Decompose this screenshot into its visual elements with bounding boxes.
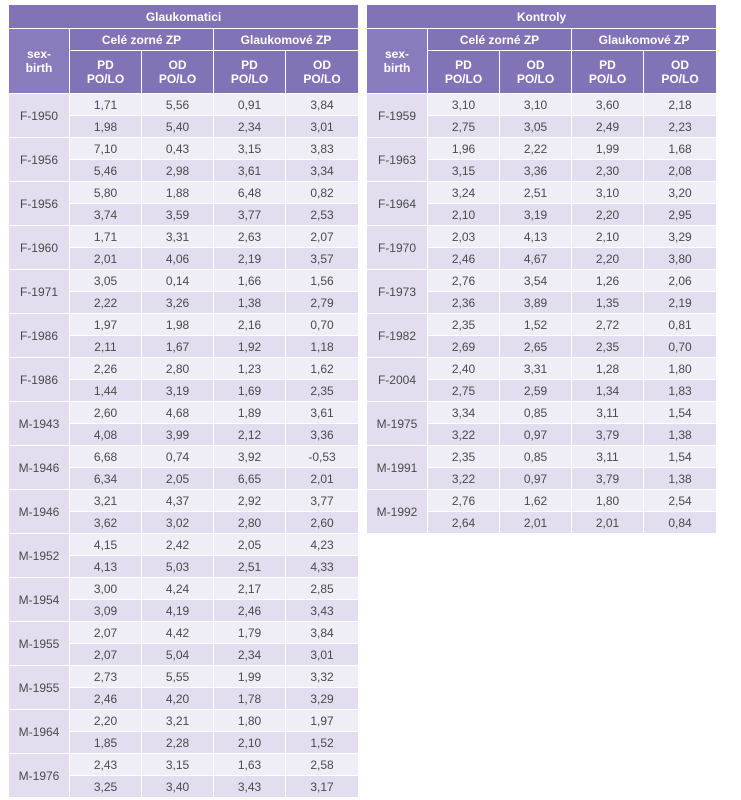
value-cell: 2,01 [70, 248, 142, 270]
value-cell: 2,46 [214, 600, 286, 622]
subject-label: F-1964 [367, 182, 428, 226]
value-cell: 2,05 [142, 468, 214, 490]
value-cell: 2,28 [142, 732, 214, 754]
value-cell: 2,40 [428, 358, 500, 380]
value-cell: 1,97 [70, 314, 142, 336]
subject-label: F-2004 [367, 358, 428, 402]
table-row [367, 490, 716, 512]
controls-table [367, 5, 716, 534]
value-cell: 3,10 [428, 94, 500, 116]
value-cell: 1,34 [572, 380, 644, 402]
table-row [367, 226, 716, 248]
value-cell: 3,79 [572, 468, 644, 490]
value-cell: 0,91 [214, 94, 286, 116]
value-cell: 3,15 [428, 160, 500, 182]
value-cell: 2,34 [214, 116, 286, 138]
value-cell: 1,71 [70, 94, 142, 116]
value-cell: 1,99 [572, 138, 644, 160]
subject-label: M-1943 [9, 402, 70, 446]
table-row [367, 402, 716, 424]
value-cell: 6,65 [214, 468, 286, 490]
value-cell: 3,01 [286, 644, 358, 666]
value-cell: 6,68 [70, 446, 142, 468]
value-cell: 2,51 [214, 556, 286, 578]
subject-label: M-1954 [9, 578, 70, 622]
value-cell: 1,62 [286, 358, 358, 380]
value-cell: 1,88 [142, 182, 214, 204]
table-row [9, 490, 358, 512]
value-cell: 0,97 [500, 468, 572, 490]
group-header-glaucoma-field: Glaukomové ZP [572, 29, 716, 51]
subject-label: M-1946 [9, 446, 70, 490]
value-cell: 3,10 [572, 182, 644, 204]
value-cell: 1,38 [644, 468, 716, 490]
subcolumn-header: OD PO/LO [286, 51, 358, 94]
value-cell: 2,75 [428, 380, 500, 402]
subcolumn-header: OD PO/LO [500, 51, 572, 94]
value-cell: 2,54 [644, 490, 716, 512]
group-header-whole-field: Celé zorné ZP [428, 29, 572, 51]
value-cell: 0,84 [644, 512, 716, 534]
value-cell: 2,20 [70, 710, 142, 732]
value-cell: 2,08 [644, 160, 716, 182]
value-cell: 4,13 [70, 556, 142, 578]
value-cell: 3,02 [142, 512, 214, 534]
group-header-whole-field: Celé zorné ZP [70, 29, 214, 51]
value-cell: 1,56 [286, 270, 358, 292]
value-cell: 1,96 [428, 138, 500, 160]
value-cell: 1,78 [214, 688, 286, 710]
value-cell: 2,60 [70, 402, 142, 424]
subject-label: F-1970 [367, 226, 428, 270]
value-cell: 3,36 [286, 424, 358, 446]
value-cell: 4,23 [286, 534, 358, 556]
value-cell: 3,05 [500, 116, 572, 138]
subject-label: F-1956 [9, 138, 70, 182]
value-cell: 3,80 [644, 248, 716, 270]
value-cell: 0,82 [286, 182, 358, 204]
value-cell: 1,23 [214, 358, 286, 380]
value-cell: 4,37 [142, 490, 214, 512]
value-cell: 2,01 [572, 512, 644, 534]
value-cell: 3,21 [70, 490, 142, 512]
value-cell: 2,42 [142, 534, 214, 556]
value-cell: 2,01 [500, 512, 572, 534]
value-cell: 2,80 [142, 358, 214, 380]
value-cell: 3,61 [286, 402, 358, 424]
subject-label: M-1946 [9, 490, 70, 534]
subject-label: F-1986 [9, 314, 70, 358]
value-cell: 3,83 [286, 138, 358, 160]
value-cell: 1,52 [286, 732, 358, 754]
value-cell: 3,17 [286, 776, 358, 798]
value-cell: 3,61 [214, 160, 286, 182]
value-cell: 6,34 [70, 468, 142, 490]
subject-label: M-1976 [9, 754, 70, 798]
value-cell: 5,55 [142, 666, 214, 688]
subject-label: F-1960 [9, 226, 70, 270]
value-cell: 4,42 [142, 622, 214, 644]
table-row [9, 314, 358, 336]
value-cell: 3,01 [286, 116, 358, 138]
value-cell: 3,40 [142, 776, 214, 798]
value-cell: 2,16 [214, 314, 286, 336]
value-cell: 2,06 [644, 270, 716, 292]
value-cell: 2,76 [428, 490, 500, 512]
value-cell: 3,57 [286, 248, 358, 270]
value-cell: 3,10 [500, 94, 572, 116]
subject-label: F-1982 [367, 314, 428, 358]
value-cell: 2,22 [70, 292, 142, 314]
subject-label: M-1992 [367, 490, 428, 534]
value-cell: 0,97 [500, 424, 572, 446]
value-cell: 2,36 [428, 292, 500, 314]
value-cell: 2,80 [214, 512, 286, 534]
subcolumn-header: PD PO/LO [70, 51, 142, 94]
value-cell: 3,19 [500, 204, 572, 226]
value-cell: 2,73 [70, 666, 142, 688]
value-cell: 1,63 [214, 754, 286, 776]
value-cell: 7,10 [70, 138, 142, 160]
value-cell: 2,63 [214, 226, 286, 248]
table-row [367, 182, 716, 204]
value-cell: 3,74 [70, 204, 142, 226]
value-cell: 0,85 [500, 446, 572, 468]
value-cell: 1,52 [500, 314, 572, 336]
value-cell: 3,60 [572, 94, 644, 116]
value-cell: 1,68 [644, 138, 716, 160]
value-cell: 1,99 [214, 666, 286, 688]
value-cell: 2,58 [286, 754, 358, 776]
value-cell: 1,98 [70, 116, 142, 138]
value-cell: 0,74 [142, 446, 214, 468]
subject-label: F-1971 [9, 270, 70, 314]
value-cell: 1,85 [70, 732, 142, 754]
table-row [9, 226, 358, 248]
value-cell: 2,35 [286, 380, 358, 402]
value-cell: 4,33 [286, 556, 358, 578]
table-body [367, 94, 716, 534]
value-cell: 0,43 [142, 138, 214, 160]
value-cell: 2,07 [70, 622, 142, 644]
value-cell: 1,44 [70, 380, 142, 402]
table-body [9, 94, 358, 798]
value-cell: 1,35 [572, 292, 644, 314]
value-cell: 1,38 [644, 424, 716, 446]
subcolumn-header: PD PO/LO [214, 51, 286, 94]
value-cell: 3,79 [572, 424, 644, 446]
value-cell: 2,23 [644, 116, 716, 138]
value-cell: 0,70 [644, 336, 716, 358]
value-cell: 3,92 [214, 446, 286, 468]
value-cell: 2,59 [500, 380, 572, 402]
value-cell: 3,22 [428, 424, 500, 446]
column-header-sex-birth: sex- birth [9, 29, 70, 94]
value-cell: 3,09 [70, 600, 142, 622]
value-cell: 3,24 [428, 182, 500, 204]
value-cell: 2,43 [70, 754, 142, 776]
value-cell: 2,10 [572, 226, 644, 248]
value-cell: 1,71 [70, 226, 142, 248]
table-row [9, 446, 358, 468]
subject-label: M-1952 [9, 534, 70, 578]
value-cell: 2,18 [644, 94, 716, 116]
value-cell: 2,51 [500, 182, 572, 204]
value-cell: 2,03 [428, 226, 500, 248]
value-cell: 3,25 [70, 776, 142, 798]
value-cell: 3,43 [286, 600, 358, 622]
value-cell: 1,54 [644, 402, 716, 424]
subject-label: M-1955 [9, 622, 70, 666]
value-cell: 0,85 [500, 402, 572, 424]
table-row [367, 446, 716, 468]
value-cell: 1,38 [214, 292, 286, 314]
value-cell: 2,46 [70, 688, 142, 710]
value-cell: 5,80 [70, 182, 142, 204]
value-cell: 1,69 [214, 380, 286, 402]
value-cell: 3,20 [644, 182, 716, 204]
table-row [9, 710, 358, 732]
value-cell: 2,92 [214, 490, 286, 512]
value-cell: 3,11 [572, 402, 644, 424]
value-cell: -0,53 [286, 446, 358, 468]
value-cell: 5,03 [142, 556, 214, 578]
value-cell: 2,64 [428, 512, 500, 534]
subject-label: F-1963 [367, 138, 428, 182]
value-cell: 0,14 [142, 270, 214, 292]
value-cell: 1,80 [644, 358, 716, 380]
table-row [367, 94, 716, 116]
value-cell: 2,34 [214, 644, 286, 666]
subject-label: F-1956 [9, 182, 70, 226]
column-header-sex-birth: sex- birth [367, 29, 428, 94]
value-cell: 3,84 [286, 94, 358, 116]
table-row [9, 666, 358, 688]
value-cell: 3,84 [286, 622, 358, 644]
value-cell: 2,12 [214, 424, 286, 446]
value-cell: 4,68 [142, 402, 214, 424]
value-cell: 2,19 [214, 248, 286, 270]
value-cell: 5,04 [142, 644, 214, 666]
table-row [9, 182, 358, 204]
value-cell: 2,35 [428, 446, 500, 468]
value-cell: 0,81 [644, 314, 716, 336]
table-row [367, 358, 716, 380]
value-cell: 2,19 [644, 292, 716, 314]
value-cell: 4,20 [142, 688, 214, 710]
value-cell: 3,05 [70, 270, 142, 292]
group-header-glaucoma-field: Glaukomové ZP [214, 29, 358, 51]
value-cell: 3,77 [286, 490, 358, 512]
value-cell: 1,54 [644, 446, 716, 468]
value-cell: 2,76 [428, 270, 500, 292]
value-cell: 2,95 [644, 204, 716, 226]
table-row [9, 94, 358, 116]
value-cell: 3,36 [500, 160, 572, 182]
value-cell: 2,75 [428, 116, 500, 138]
table-row [9, 622, 358, 644]
value-cell: 3,32 [286, 666, 358, 688]
value-cell: 2,22 [500, 138, 572, 160]
value-cell: 2,01 [286, 468, 358, 490]
subject-label: M-1975 [367, 402, 428, 446]
value-cell: 2,26 [70, 358, 142, 380]
value-cell: 6,48 [214, 182, 286, 204]
value-cell: 4,19 [142, 600, 214, 622]
table-row [9, 402, 358, 424]
value-cell: 3,34 [286, 160, 358, 182]
value-cell: 3,31 [142, 226, 214, 248]
value-cell: 4,24 [142, 578, 214, 600]
value-cell: 4,13 [500, 226, 572, 248]
value-cell: 4,06 [142, 248, 214, 270]
subject-label: M-1955 [9, 666, 70, 710]
value-cell: 2,79 [286, 292, 358, 314]
value-cell: 1,92 [214, 336, 286, 358]
value-cell: 1,80 [572, 490, 644, 512]
value-cell: 2,35 [428, 314, 500, 336]
value-cell: 3,15 [142, 754, 214, 776]
value-cell: 2,07 [286, 226, 358, 248]
value-cell: 5,46 [70, 160, 142, 182]
value-cell: 2,49 [572, 116, 644, 138]
value-cell: 3,99 [142, 424, 214, 446]
subcolumn-header: PD PO/LO [572, 51, 644, 94]
value-cell: 3,19 [142, 380, 214, 402]
value-cell: 0,70 [286, 314, 358, 336]
value-cell: 3,34 [428, 402, 500, 424]
subject-label: M-1964 [9, 710, 70, 754]
subject-label: F-1950 [9, 94, 70, 138]
value-cell: 2,30 [572, 160, 644, 182]
value-cell: 1,67 [142, 336, 214, 358]
value-cell: 1,97 [286, 710, 358, 732]
value-cell: 2,46 [428, 248, 500, 270]
value-cell: 2,60 [286, 512, 358, 534]
value-cell: 3,22 [428, 468, 500, 490]
subject-label: F-1986 [9, 358, 70, 402]
value-cell: 1,98 [142, 314, 214, 336]
value-cell: 2,35 [572, 336, 644, 358]
value-cell: 2,85 [286, 578, 358, 600]
value-cell: 2,17 [214, 578, 286, 600]
value-cell: 3,31 [500, 358, 572, 380]
value-cell: 2,10 [428, 204, 500, 226]
value-cell: 1,80 [214, 710, 286, 732]
value-cell: 2,20 [572, 248, 644, 270]
table-row [367, 270, 716, 292]
value-cell: 4,67 [500, 248, 572, 270]
value-cell: 1,28 [572, 358, 644, 380]
value-cell: 3,43 [214, 776, 286, 798]
value-cell: 2,11 [70, 336, 142, 358]
value-cell: 3,59 [142, 204, 214, 226]
table-title: Glaukomatici [9, 5, 358, 29]
value-cell: 1,26 [572, 270, 644, 292]
value-cell: 4,08 [70, 424, 142, 446]
value-cell: 5,56 [142, 94, 214, 116]
value-cell: 2,05 [214, 534, 286, 556]
value-cell: 2,20 [572, 204, 644, 226]
table-row [9, 534, 358, 556]
value-cell: 2,69 [428, 336, 500, 358]
value-cell: 3,11 [572, 446, 644, 468]
table-row [9, 754, 358, 776]
table-row [367, 138, 716, 160]
table-title: Kontroly [367, 5, 716, 29]
value-cell: 3,15 [214, 138, 286, 160]
table-row [9, 358, 358, 380]
subject-label: M-1991 [367, 446, 428, 490]
value-cell: 3,00 [70, 578, 142, 600]
subcolumn-header: PD PO/LO [428, 51, 500, 94]
value-cell: 2,98 [142, 160, 214, 182]
value-cell: 3,62 [70, 512, 142, 534]
table-row [367, 314, 716, 336]
subcolumn-header: OD PO/LO [142, 51, 214, 94]
value-cell: 3,54 [500, 270, 572, 292]
value-cell: 1,83 [644, 380, 716, 402]
value-cell: 1,66 [214, 270, 286, 292]
value-cell: 1,62 [500, 490, 572, 512]
value-cell: 2,65 [500, 336, 572, 358]
value-cell: 2,07 [70, 644, 142, 666]
value-cell: 4,15 [70, 534, 142, 556]
subject-label: F-1959 [367, 94, 428, 138]
table-row [9, 578, 358, 600]
value-cell: 5,40 [142, 116, 214, 138]
value-cell: 3,29 [286, 688, 358, 710]
glaucoma-table [9, 5, 358, 798]
subcolumn-header: OD PO/LO [644, 51, 716, 94]
value-cell: 3,21 [142, 710, 214, 732]
value-cell: 3,89 [500, 292, 572, 314]
value-cell: 2,72 [572, 314, 644, 336]
subject-label: F-1973 [367, 270, 428, 314]
value-cell: 3,26 [142, 292, 214, 314]
table-row [9, 138, 358, 160]
value-cell: 1,18 [286, 336, 358, 358]
value-cell: 1,89 [214, 402, 286, 424]
value-cell: 2,53 [286, 204, 358, 226]
value-cell: 2,10 [214, 732, 286, 754]
value-cell: 3,29 [644, 226, 716, 248]
value-cell: 3,77 [214, 204, 286, 226]
value-cell: 1,79 [214, 622, 286, 644]
table-row [9, 270, 358, 292]
